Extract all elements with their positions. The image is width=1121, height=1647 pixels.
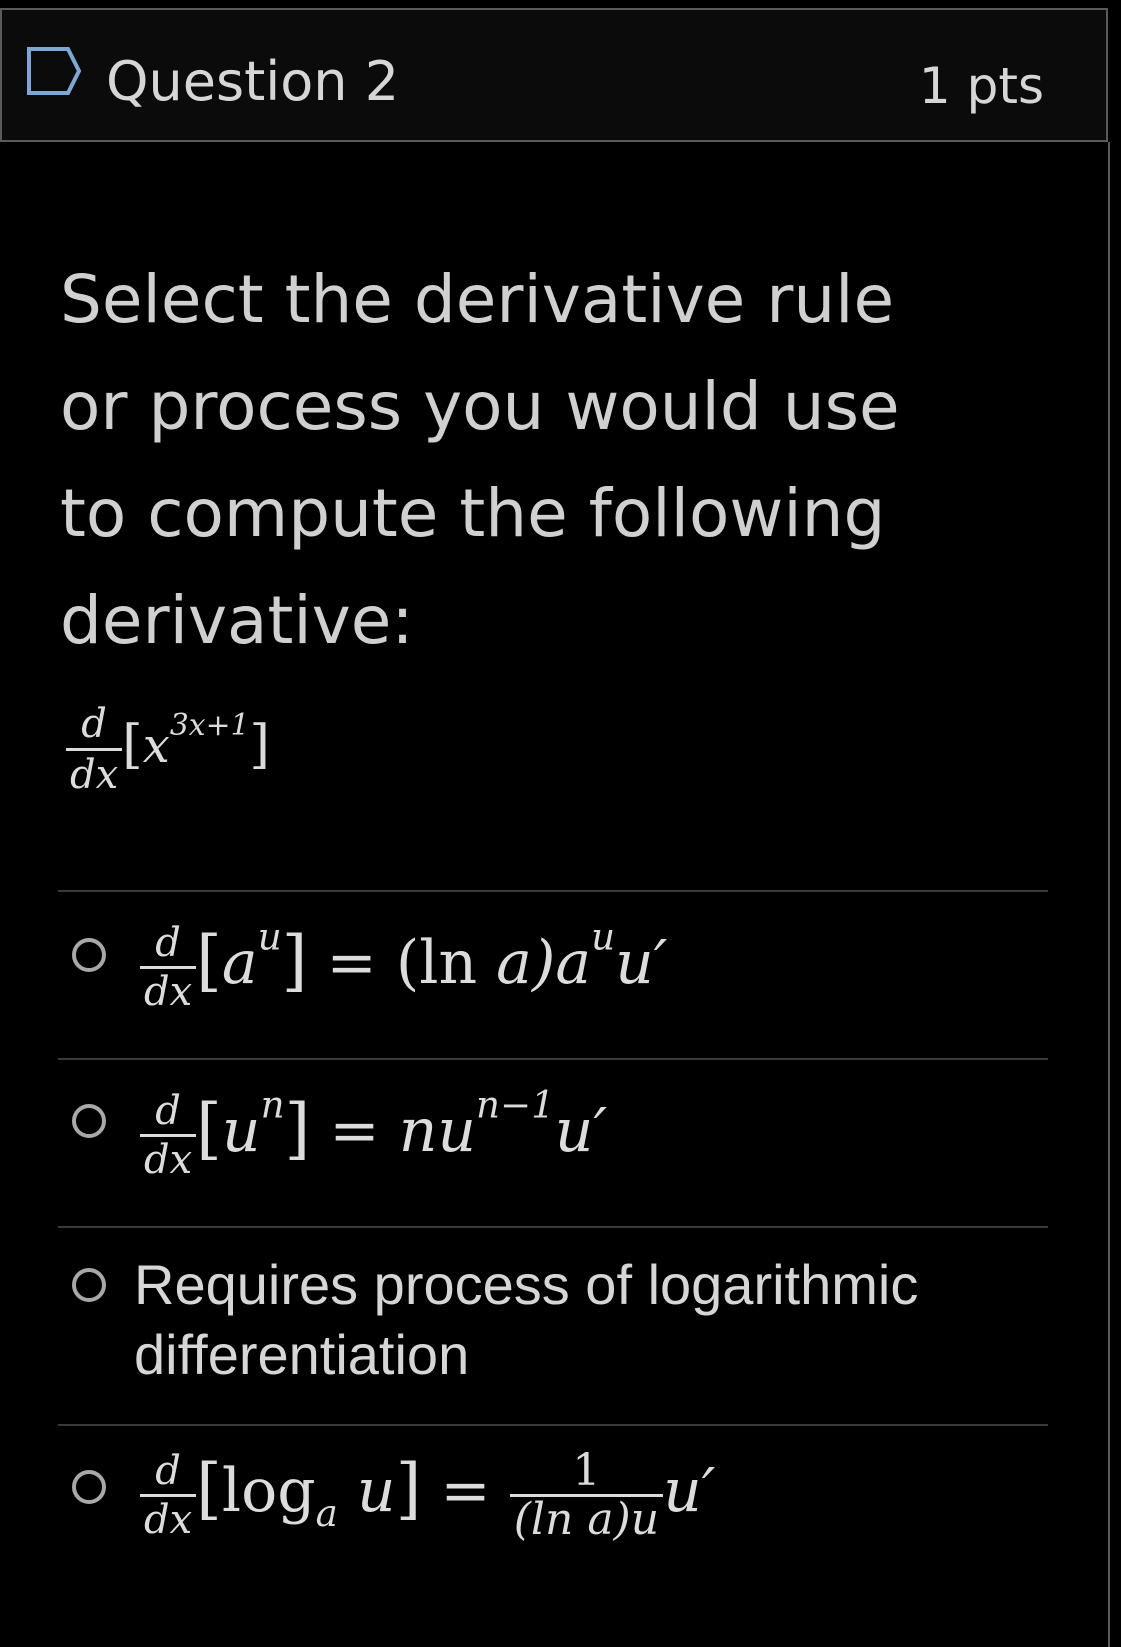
option-math: $\frac{d}{dx}$ $[u^n] = nu^{n-1}u'$ <box>140 1088 607 1183</box>
separator <box>58 1424 1048 1426</box>
card-border <box>1108 142 1110 1647</box>
radio-button[interactable] <box>72 1470 106 1504</box>
question-prompt: Select the derivative rule or process you would use to compute the following derivative: <box>60 261 900 659</box>
separator <box>58 890 1048 892</box>
option-math: $\frac{d}{dx}$ $[a^u] = (\ln$ $a)a^uu'$ <box>140 920 667 1015</box>
bookmark-flag-icon[interactable] <box>26 46 82 96</box>
option-power-rule[interactable] <box>72 1082 1032 1228</box>
derivative-operator: $\frac{d}{dx}$ <box>66 700 122 799</box>
radio-button[interactable] <box>72 1104 106 1138</box>
question-points: 1 pts <box>918 57 1044 115</box>
question-header <box>0 8 1108 142</box>
option-text: Requires process of logarithmic differentiation <box>134 1253 919 1386</box>
option-log-rule[interactable] <box>72 1445 1032 1598</box>
question-title: Question 2 <box>106 50 400 113</box>
separator <box>58 1058 1048 1060</box>
option-logarithmic-differentiation[interactable] <box>72 1250 1032 1410</box>
option-math: $\frac{d}{dx}$ [$\log_a$ u] = $\frac{1}{\text{(ln a)u}}$ u′ <box>140 1448 715 1543</box>
question-expression: $\frac{d}{dx}$ $[x^{3x+1}]$ <box>66 700 270 799</box>
option-exponential-rule[interactable] <box>72 914 1032 1060</box>
radio-button[interactable] <box>72 1268 106 1302</box>
radio-button[interactable] <box>72 938 106 972</box>
expression-exponent: 3x+1 <box>169 708 250 744</box>
expression-base: x <box>142 718 170 774</box>
separator <box>58 1226 1048 1228</box>
